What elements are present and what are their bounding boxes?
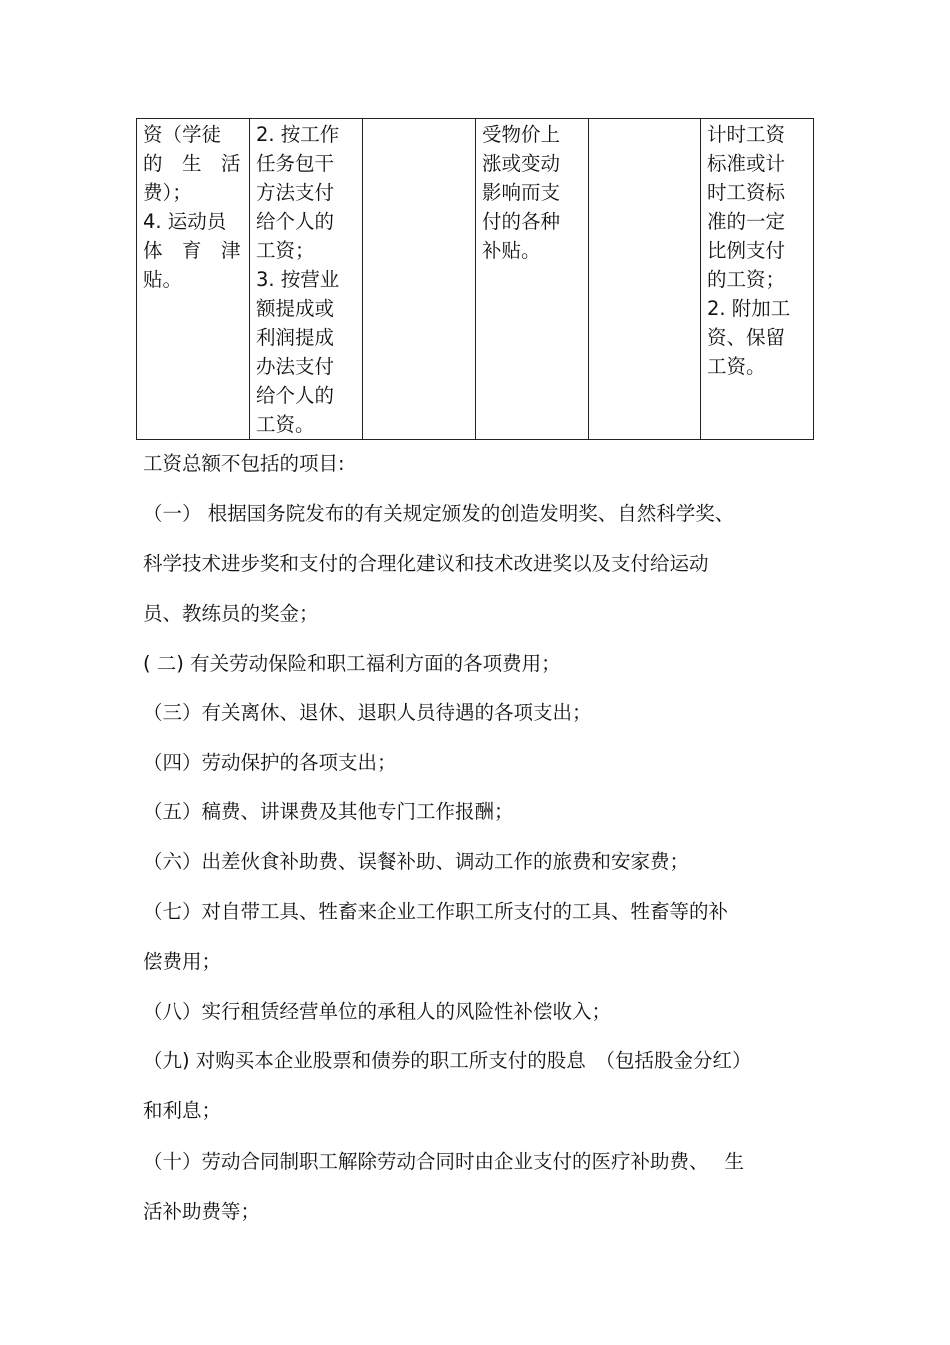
cell-line: 计时工资	[707, 123, 786, 146]
cell-line: 涨或变动	[482, 152, 561, 175]
paragraph-line: （八）实行租赁经营单位的承租人的风险性补偿收入；	[143, 1000, 612, 1023]
paragraph-line: （四）劳动保护的各项支出；	[143, 751, 397, 774]
paragraph-line: （九) 对购买本企业股票和债券的职工所支付的股息 （包括股金分红）	[143, 1049, 752, 1072]
cell-line: 额提成或	[256, 297, 335, 320]
paragraph-line: （七）对自带工具、牲畜来企业工作职工所支付的工具、牲畜等的补	[143, 900, 729, 923]
cell-line: 2. 按工作	[256, 123, 340, 146]
table-cell-col1	[137, 119, 250, 440]
paragraph-line: （十）劳动合同制职工解除劳动合同时由企业支付的医疗补助费、 生	[143, 1150, 744, 1173]
table-cell-col5	[589, 119, 701, 440]
cell-line: 贴。	[143, 268, 183, 291]
cell-line: 资（学徒	[143, 123, 222, 146]
table-cell-col4	[476, 119, 589, 440]
wage-items-table	[136, 118, 814, 440]
cell-line: 给个人的	[256, 210, 335, 233]
table-row	[137, 119, 814, 440]
cell-line: 2. 附加工	[707, 297, 791, 320]
table-cell-col6	[701, 119, 814, 440]
cell-line: 工资。	[256, 413, 315, 436]
cell-line: 办法支付	[256, 355, 335, 378]
cell-line: 4. 运动员	[143, 210, 227, 233]
cell-line: 的 生 活	[143, 152, 241, 175]
cell-line: 任务包干	[256, 152, 335, 175]
table-cell-col2	[250, 119, 363, 440]
paragraph-line: 员、教练员的奖金；	[143, 602, 319, 625]
table-cell-col3	[363, 119, 476, 440]
cell-line: 影响而支	[482, 181, 561, 204]
paragraph-line: 和利息；	[143, 1099, 222, 1122]
section-heading: 工资总额不包括的项目:	[143, 452, 345, 475]
cell-line: 方法支付	[256, 181, 335, 204]
cell-line: 的工资；	[707, 268, 786, 291]
paragraph-line: （六）出差伙食补助费、误餐补助、调动工作的旅费和安家费；	[143, 850, 690, 873]
cell-line: 受物价上	[482, 123, 561, 146]
cell-line: 体 育 津	[143, 239, 241, 262]
paragraph-line: 活补助费等；	[143, 1200, 261, 1223]
paragraph-line: （三）有关离休、退休、退职人员待遇的各项支出；	[143, 701, 592, 724]
paragraph-line: （一） 根据国务院发布的有关规定颁发的创造发明奖、自然科学奖、	[143, 502, 735, 525]
cell-line: 给个人的	[256, 384, 335, 407]
cell-line: 利润提成	[256, 326, 335, 349]
cell-line: 付的各种	[482, 210, 561, 233]
paragraph-line: 偿费用；	[143, 950, 222, 973]
paragraph-line: ( 二) 有关劳动保险和职工福利方面的各项费用；	[143, 652, 561, 675]
paragraph-line: （五）稿费、讲课费及其他专门工作报酬；	[143, 800, 514, 823]
cell-line: 资、保留	[707, 326, 786, 349]
cell-line: 费）；	[143, 181, 192, 204]
cell-line: 比例支付	[707, 239, 786, 262]
cell-line: 准的一定	[707, 210, 786, 233]
cell-line: 工资。	[707, 355, 766, 378]
cell-line: 工资；	[256, 239, 315, 262]
cell-line: 补贴。	[482, 239, 541, 262]
cell-line: 标准或计	[707, 152, 786, 175]
paragraph-line: 科学技术进步奖和支付的合理化建议和技术改进奖以及支付给运动	[143, 552, 709, 575]
cell-line: 时工资标	[707, 181, 786, 204]
cell-line: 3. 按营业	[256, 268, 340, 291]
